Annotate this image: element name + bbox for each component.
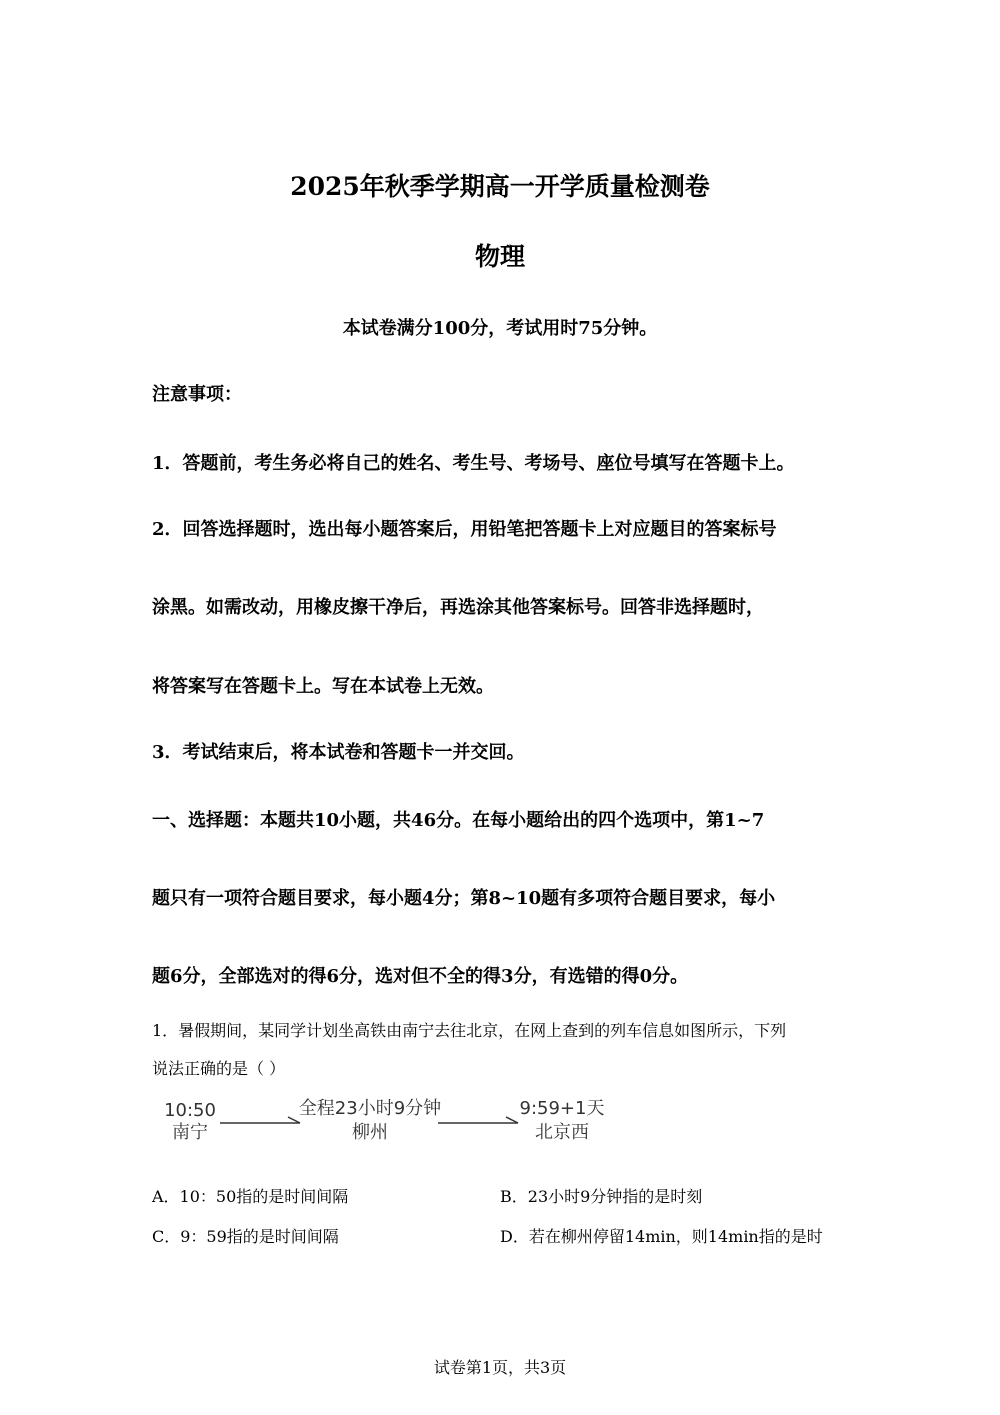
question-1-option-a[interactable]: A．10：50指的是时间间隔 [152,1187,349,1206]
question-1-option-b[interactable]: B．23小时9分钟指的是时刻 [500,1187,703,1206]
question-1-stem-line-1: 1．暑假期间，某同学计划坐高铁由南宁去往北京，在网上查到的列车信息如图所示，下列 [152,1021,787,1040]
question-1-stem-line-2: 说法正确的是（ ） [152,1059,286,1078]
question-1-option-c[interactable]: C．9：59指的是时间间隔 [152,1227,339,1246]
arrow-1-icon [220,1117,300,1123]
section-1-line-3: 题6分，全部选对的得6分，选对但不全的得3分，有选错的得0分。 [152,966,689,987]
notice-item-2-line-2: 涂黑。如需改动，用橡皮擦干净后，再选涂其他答案标号。回答非选择题时， [152,597,764,618]
end-station: 北京西 [535,1122,589,1143]
question-1-option-d[interactable]: D．若在柳州停留14min，则14min指的是时 [500,1227,823,1246]
exam-title: 2025年秋季学期高一开学质量检测卷 [290,172,710,201]
section-1-line-1: 一、选择题：本题共10小题，共46分。在每小题给出的四个选项中，第1~7 [152,810,765,831]
arrow-2-icon [438,1117,518,1123]
exam-subject: 物理 [474,242,525,271]
page-footer: 试卷第1页，共3页 [433,1358,567,1377]
start-time: 10:50 [164,1100,216,1121]
end-time: 9:59+1天 [519,1098,605,1119]
notice-item-2-line-1: 2．回答选择题时，选出每小题答案后，用铅笔把答题卡上对应题目的答案标号 [152,519,777,540]
start-station: 南宁 [172,1122,208,1143]
section-1-line-2: 题只有一项符合题目要求，每小题4分；第8~10题有多项符合题目要求，每小 [152,888,776,909]
exam-meta: 本试卷满分100分，考试用时75分钟。 [342,318,658,339]
notice-item-2-line-3: 将答案写在答题卡上。写在本试卷上无效。 [152,676,494,697]
notice-heading: 注意事项： [152,384,242,405]
notice-item-3: 3．考试结束后，将本试卷和答题卡一并交回。 [152,742,525,763]
via-station: 柳州 [352,1122,388,1143]
notice-item-1: 1．答题前，考生务必将自己的姓名、考生号、考场号、座位号填写在答题卡上。 [152,453,795,474]
train-route-figure [160,1092,620,1154]
duration-label: 全程23小时9分钟 [298,1098,442,1119]
